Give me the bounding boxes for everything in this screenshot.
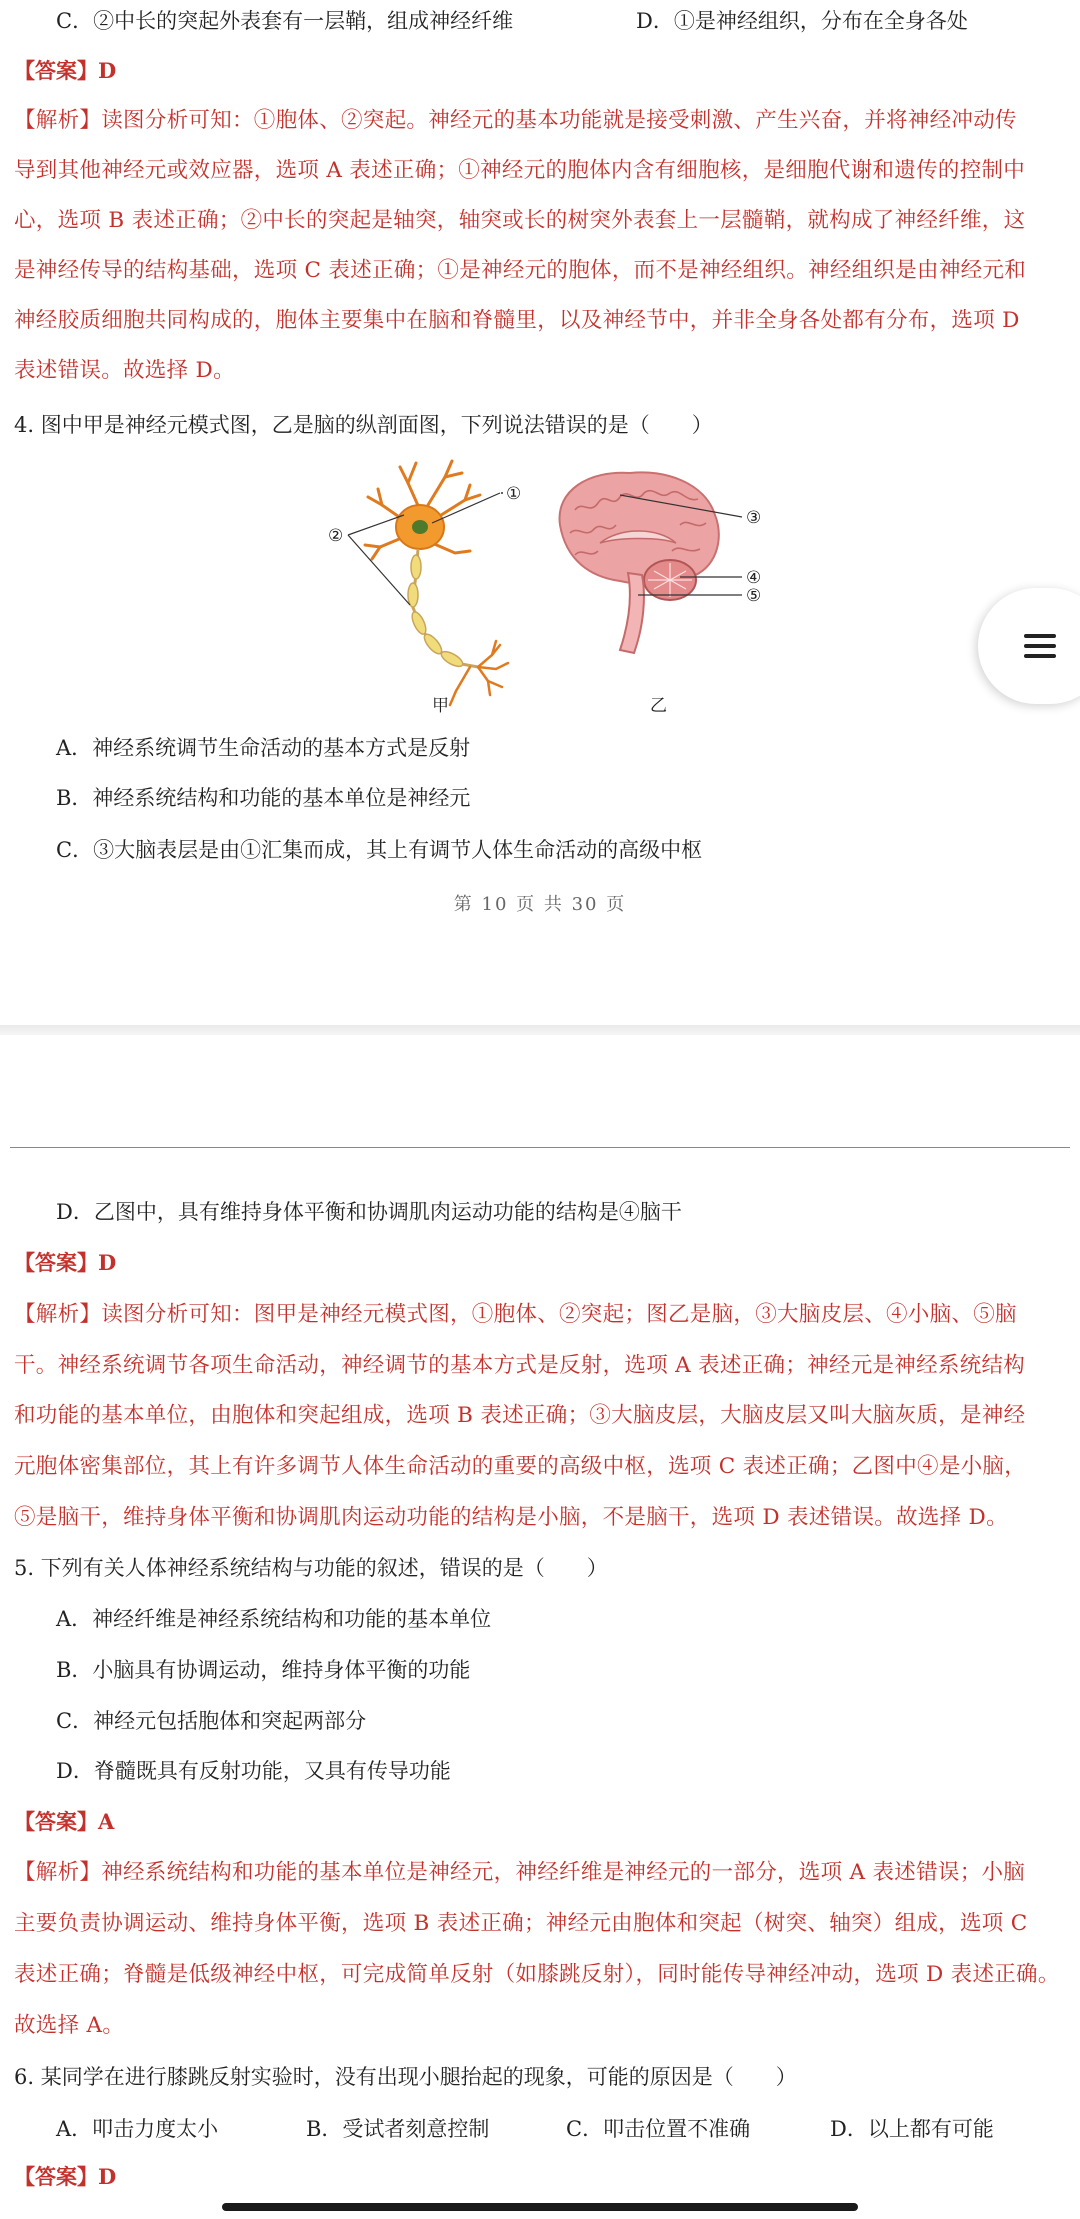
q5-question: 5. 下列有关人体神经系统结构与功能的叙述，错误的是（ ） [14,1556,608,1580]
neuron-brain-figure [320,455,780,720]
q6-option-d: D．以上都有可能 [830,2117,994,2141]
q5-option-a: A．神经纤维是神经系统结构和功能的基本单位 [56,1607,492,1631]
page-separator [0,1025,1080,1035]
figure-label-yi: 乙 [650,696,667,716]
q3-explanation-line: 神经胶质细胞共同构成的，胞体主要集中在脑和脊髓里，以及神经节中，并非全身各处都有分布，选项 D [14,308,1020,333]
page-footer: 第 10 页 共 30 页 [453,894,627,915]
marker-1-label: ① [506,484,522,504]
q4-option-a: A．神经系统调节生命活动的基本方式是反射 [56,736,471,760]
q4-explanation-line: 干。神经系统调节各项生命活动，神经调节的基本方式是反射，选项 A 表述正确；神经元是神经系统结构 [14,1353,1026,1378]
brainstem [620,573,644,653]
q4-option-d: D．乙图中，具有维持身体平衡和协调肌肉运动功能的结构是④脑干 [56,1200,682,1224]
q4-option-b: B．神经系统结构和功能的基本单位是神经元 [56,786,471,810]
q4-explanation-line: 和功能的基本单位，由胞体和突起组成，选项 B 表述正确；③大脑皮层，大脑皮层又叫大脑灰质，是神经 [14,1403,1026,1428]
q5-answer: 【答案】A [14,1809,115,1834]
q4-question: 4. 图中甲是神经元模式图，乙是脑的纵剖面图，下列说法错误的是（ ） [14,413,713,437]
marker-3-label: ③ [746,508,762,528]
nucleus [412,520,428,534]
q5-option-d: D．脊髓既具有反射功能，又具有传导功能 [56,1759,451,1783]
q3-explanation-line: 表述错误。故选择 D。 [14,358,235,383]
figure-label-jia: 甲 [432,696,449,716]
neuron-diagram [328,461,521,716]
q5-explanation-line: 故选择 A。 [14,2013,125,2038]
q4-option-c: C．③大脑表层是由①汇集而成，其上有调节人体生命活动的高级中枢 [56,838,703,862]
q5-explanation-line: 【解析】神经系统结构和功能的基本单位是神经元，神经纤维是神经元的一部分，选项 A 表述错误；小脑 [14,1860,1026,1885]
q3-option-d: D．①是神经组织，分布在全身各处 [636,9,968,33]
q4-explanation-line: 【解析】读图分析可知：图甲是神经元模式图，①胞体、②突起；图乙是脑，③大脑皮层、④小脑、⑤脑 [14,1302,1017,1327]
q5-explanation-line: 表述正确；脊髓是低级神经中枢，可完成简单反射（如膝跳反射），同时能传导神经冲动，选项 D 表述正确。 [14,1962,1060,1987]
marker-2-label: ② [328,526,344,546]
q3-answer: 【答案】D [14,58,117,83]
q3-option-c: C．②中长的突起外表套有一层鞘，组成神经纤维 [56,9,514,33]
q5-option-b: B．小脑具有协调运动，维持身体平衡的功能 [56,1658,471,1682]
home-indicator[interactable] [222,2203,858,2211]
document-page-10 [0,0,1080,1025]
q5-option-c: C．神经元包括胞体和突起两部分 [56,1709,367,1733]
q6-option-c: C．叩击位置不准确 [566,2117,751,2141]
q3-explanation-line: 是神经传导的结构基础，选项 C 表述正确；①是神经元的胞体，而不是神经组织。神经组织是由神经元和 [14,258,1027,283]
q4-answer: 【答案】D [14,1250,117,1275]
marker-4-label: ④ [746,568,762,588]
brain-diagram [560,472,762,716]
marker-5-label: ⑤ [746,586,762,606]
q4-explanation-line: 元胞体密集部位，其上有许多调节人体生命活动的重要的高级中枢，选项 C 表述正确；乙图中④是小脑， [14,1454,1027,1479]
q6-option-b: B．受试者刻意控制 [306,2117,490,2141]
q3-explanation-line: 心，选项 B 表述正确；②中长的突起是轴突，轴突或长的树突外表套上一层髓鞘，就构成了神经纤维，这 [14,208,1026,233]
q6-answer: 【答案】D [14,2164,117,2189]
q6-question: 6. 某同学在进行膝跳反射实验时，没有出现小腿抬起的现象，可能的原因是（ ） [14,2065,797,2089]
q4-explanation-line: ⑤是脑干，维持身体平衡和协调肌肉运动功能的结构是小脑，不是脑干，选项 D 表述错误。故选择 D。 [14,1505,1008,1530]
header-rule [10,1147,1070,1148]
q3-explanation-line: 导到其他神经元或效应器，选项 A 表述正确；①神经元的胞体内含有细胞核，是细胞代谢和遗传的控制中 [14,158,1026,183]
q6-option-a: A．叩击力度太小 [56,2117,219,2141]
q3-explanation-line: 【解析】读图分析可知：①胞体、②突起。神经元的基本功能就是接受刺激、产生兴奋，并将神经冲动传 [14,108,1017,133]
q5-explanation-line: 主要负责协调运动、维持身体平衡，选项 B 表述正确；神经元由胞体和突起（树突、轴突）组成，选项 C [14,1911,1028,1936]
